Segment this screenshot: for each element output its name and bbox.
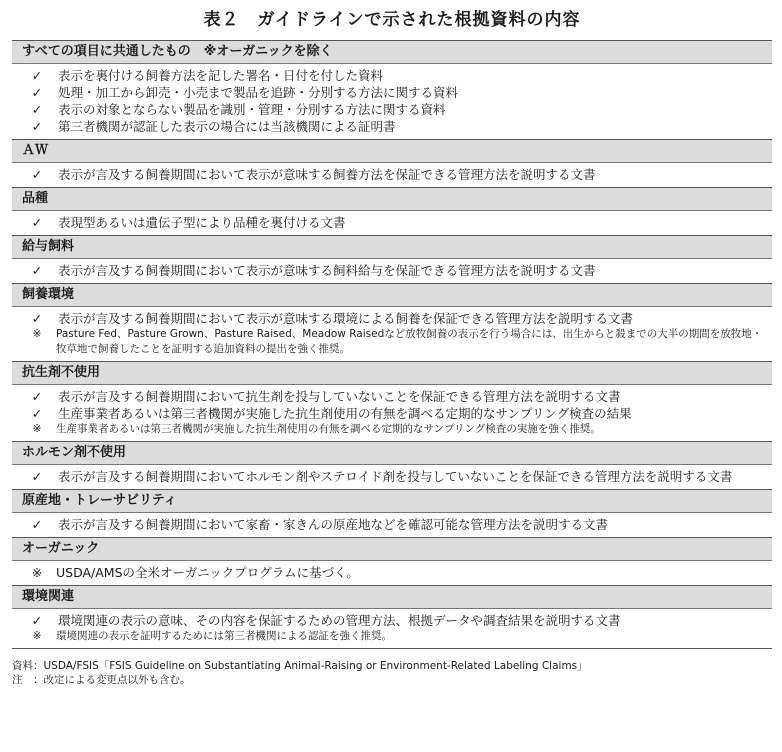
list-item	[12, 101, 772, 118]
table-section	[12, 41, 772, 140]
remark-note: 注 ：改定による変更点以外も含む。	[12, 674, 191, 686]
section-heading: 抗生剤不使用	[12, 362, 772, 385]
table-section	[12, 490, 772, 538]
check-icon: ✓	[31, 85, 43, 100]
section-heading: 給与飼料	[12, 236, 772, 259]
list-item	[12, 118, 772, 135]
guideline-table	[12, 40, 772, 649]
item-text: 生産事業者あるいは第三者機関が実施した抗生剤使用の有無を調べる定期的なサンプリング検査の結果	[58, 406, 632, 421]
list-item	[12, 405, 772, 422]
item-text: Pasture Fed、Pasture Grown、Pasture Raised、Meadow Raisedなど放牧飼養の表示を行う場合には、出生からと殺までの大半の期間を放牧地・牧草地で飼養したことを証明する追加資料の提出を強く推奨。	[56, 328, 763, 355]
section-heading: ホルモン剤不使用	[12, 442, 772, 465]
check-icon: ✓	[31, 167, 43, 182]
note-item	[12, 327, 772, 357]
list-item	[12, 67, 772, 84]
check-icon: ✓	[31, 613, 43, 628]
note-mark-icon: ※	[32, 630, 42, 642]
table-section	[12, 538, 772, 586]
note-item	[12, 564, 772, 581]
table-section	[12, 140, 772, 188]
table-section	[12, 442, 772, 490]
list-item	[12, 166, 772, 183]
item-text: 表現型あるいは遺伝子型により品種を裏付ける文書	[58, 215, 346, 230]
item-text: 表示が言及する飼養期間において抗生剤を投与していないことを保証できる管理方法を説明する文書	[58, 389, 621, 404]
item-text: 表示が言及する飼養期間においてホルモン剤やステロイド剤を投与していないことを保証できる管理方法を説明する文書	[58, 469, 733, 484]
section-body	[12, 465, 772, 489]
note-mark-icon: ※	[32, 328, 42, 340]
list-item	[12, 214, 772, 231]
section-heading: 品種	[12, 188, 772, 211]
check-icon: ✓	[31, 102, 43, 117]
note-mark-icon: ※	[31, 565, 43, 580]
item-text: USDA/AMSの全米オーガニックプログラムに基づく。	[56, 565, 359, 580]
list-item	[12, 262, 772, 279]
section-heading: すべての項目に共通したもの ※オーガニックを除く	[12, 41, 772, 64]
section-body	[12, 307, 772, 361]
list-item	[12, 388, 772, 405]
note-mark-icon: ※	[32, 423, 42, 435]
section-heading: ＡＷ	[12, 140, 772, 163]
section-body	[12, 609, 772, 648]
section-body	[12, 259, 772, 283]
item-text: 処理・加工から卸売・小売まで製品を追跡・分別する方法に関する資料	[58, 85, 459, 100]
table-section	[12, 284, 772, 362]
item-text: 第三者機関が認証した表示の場合には当該機関による証明書	[58, 119, 396, 134]
list-item	[12, 516, 772, 533]
table-section	[12, 362, 772, 442]
item-text: 表示が言及する飼養期間において表示が意味する環境による飼養を保証できる管理方法を説明する文書	[58, 311, 634, 326]
item-text: 表示が言及する飼養期間において表示が意味する飼養方法を保証できる管理方法を説明する文書	[58, 167, 596, 182]
note-item	[12, 422, 772, 437]
check-icon: ✓	[31, 469, 43, 484]
section-heading: 原産地・トレーサビリティ	[12, 490, 772, 513]
check-icon: ✓	[31, 68, 43, 83]
table-section	[12, 236, 772, 284]
item-text: 表示を裏付ける飼養方法を記した署名・日付を付した資料	[58, 68, 384, 83]
section-body	[12, 211, 772, 235]
item-text: 生産事業者あるいは第三者機関が実施した抗生剤使用の有無を調べる定期的なサンプリング検査の実施を強く推奨。	[56, 423, 601, 435]
table-section	[12, 188, 772, 236]
note-item	[12, 629, 772, 644]
list-item	[12, 468, 772, 485]
section-body	[12, 513, 772, 537]
section-body	[12, 64, 772, 139]
check-icon: ✓	[31, 311, 43, 326]
section-heading: 飼養環境	[12, 284, 772, 307]
check-icon: ✓	[31, 406, 43, 421]
list-item	[12, 310, 772, 327]
section-body	[12, 163, 772, 187]
table-title: 表２ ガイドラインで示された根拠資料の内容	[203, 10, 581, 30]
check-icon: ✓	[31, 389, 43, 404]
check-icon: ✓	[31, 119, 43, 134]
item-text: 表示の対象とならない製品を識別・管理・分別する方法に関する資料	[58, 102, 446, 117]
source-note: 資料：USDA/FSIS「FSIS Guideline on Substantiating Animal-Raising or Environment-Related Labeling Claims」	[12, 660, 588, 672]
footer	[12, 659, 772, 687]
check-icon: ✓	[31, 517, 43, 532]
item-text: 表示が言及する飼養期間において表示が意味する飼料給与を保証できる管理方法を説明する文書	[58, 263, 596, 278]
section-body	[12, 561, 772, 585]
section-heading: 環境関連	[12, 586, 772, 609]
section-body	[12, 385, 772, 441]
check-icon: ✓	[31, 215, 43, 230]
item-text: 表示が言及する飼養期間において家畜・家きんの原産地などを確認可能な管理方法を説明する文書	[58, 517, 609, 532]
section-heading: オーガニック	[12, 538, 772, 561]
item-text: 環境関連の表示の意味、その内容を保証するための管理方法、根拠データや調査結果を説明する文書	[58, 613, 621, 628]
check-icon: ✓	[31, 263, 43, 278]
table-section	[12, 586, 772, 649]
list-item	[12, 612, 772, 629]
item-text: 環境関連の表示を証明するためには第三者機関による認証を強く推奨。	[56, 630, 392, 642]
list-item	[12, 84, 772, 101]
